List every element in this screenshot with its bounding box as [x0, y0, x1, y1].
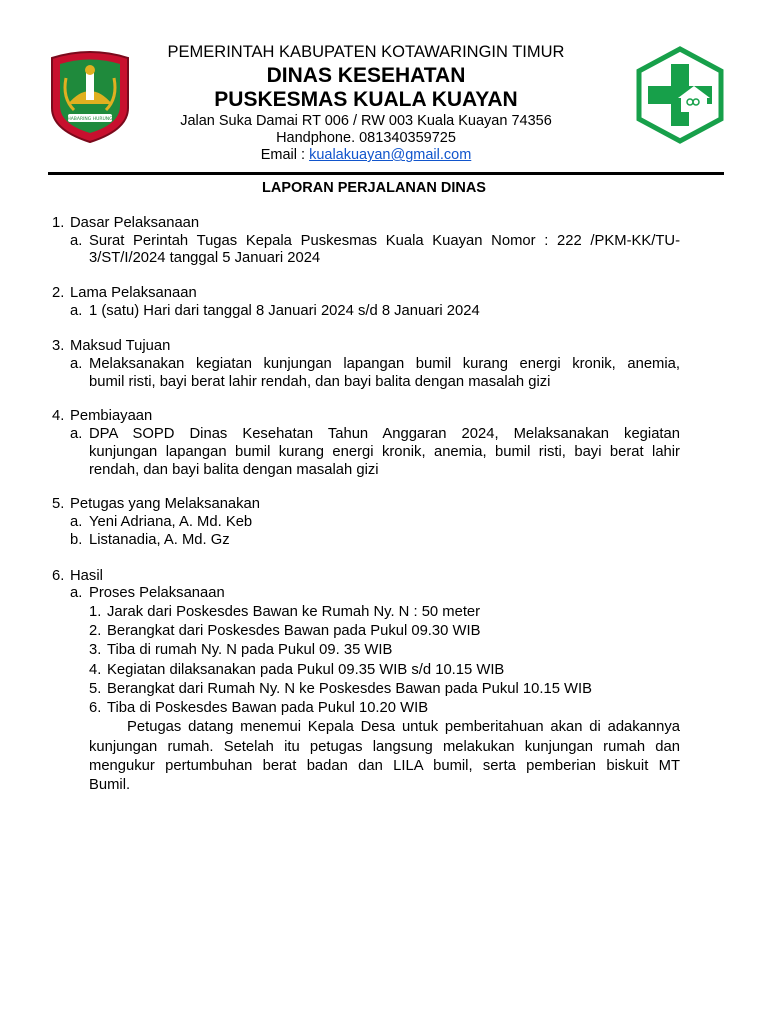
section-1a-line-1: Surat Perintah Tugas Kepala Puskesmas Kuala Kuayan Nomor : 222 /PKM-KK/TU- — [89, 233, 680, 249]
section-6-heading: Hasil — [70, 568, 103, 584]
section-6a-text: Proses Pelaksanaan — [89, 585, 225, 601]
section-1-heading: Dasar Pelaksanaan — [70, 215, 200, 231]
step-2-number: 2. — [89, 623, 102, 639]
step-6-number: 6. — [89, 700, 102, 716]
section-5a-marker: a. — [70, 514, 83, 530]
address: Jalan Suka Damai RT 006 / RW 003 Kuala Kuayan 74356 — [180, 113, 552, 129]
step-3-number: 3. — [89, 642, 102, 658]
section-5-number: 5. — [52, 496, 65, 512]
section-5b-text: Listanadia, A. Md. Gz — [89, 532, 230, 548]
crest-motto-text: HABARING HURUNG — [67, 117, 113, 122]
section-6a-marker: a. — [70, 585, 83, 601]
section-5-heading: Petugas yang Melaksanakan — [70, 496, 261, 512]
section-3-heading: Maksud Tujuan — [70, 338, 171, 354]
section-5b-marker: b. — [70, 532, 83, 548]
section-4a-marker: a. — [70, 426, 83, 442]
step-1-text: Jarak dari Poskesdes Bawan ke Rumah Ny. N : 50 meter — [107, 604, 481, 620]
step-3-text: Tiba di rumah Ny. N pada Pukul 09. 35 WIB — [107, 642, 393, 658]
section-3a-line-1: Melaksanakan kegiatan kunjungan lapangan bumil kurang energi kronik, anemia, — [89, 356, 680, 372]
section-4a-line-1: DPA SOPD Dinas Kesehatan Tahun Anggaran 2024, Melaksanakan kegiatan — [89, 426, 680, 442]
section-1a-line-2: 3/ST/I/2024 tanggal 5 Januari 2024 — [89, 250, 321, 266]
step-5-text: Berangkat dari Rumah Ny. N ke Poskesdes Bawan pada Pukul 10.15 WIB — [107, 681, 592, 697]
puskesmas-logo — [634, 46, 726, 144]
section-1a-marker: a. — [70, 233, 83, 249]
section-4a-line-2: kunjungan lapangan bumil kurang energi kronik, anemia, bumil risti, bayi berat lahir — [89, 444, 680, 460]
section-1-number: 1. — [52, 215, 65, 231]
section-4-heading: Pembiayaan — [70, 408, 153, 424]
section-2a-line-1: 1 (satu) Hari dari tanggal 8 Januari 2024 s/d 8 Januari 2024 — [89, 303, 480, 319]
section-4-number: 4. — [52, 408, 65, 424]
email-link[interactable]: kualakuayan@gmail.com — [309, 147, 472, 163]
header-divider — [48, 172, 724, 175]
section-2-heading: Lama Pelaksanaan — [70, 285, 197, 301]
section-2a-marker: a. — [70, 303, 83, 319]
result-paragraph-line-3: mengukur pertumbuhan berat badan dan LILA bumil, serta pemberian biskuit MT — [89, 758, 680, 774]
step-1-number: 1. — [89, 604, 102, 620]
section-5a-text: Yeni Adriana, A. Md. Keb — [89, 514, 253, 530]
section-2-number: 2. — [52, 285, 65, 301]
document-title: LAPORAN PERJALANAN DINAS — [262, 180, 486, 196]
step-2-text: Berangkat dari Poskesdes Bawan pada Pukul 09.30 WIB — [107, 623, 481, 639]
step-6-text: Tiba di Poskesdes Bawan pada Pukul 10.20 WIB — [107, 700, 429, 716]
email-line — [140, 147, 592, 163]
government-name: PEMERINTAH KABUPATEN KOTAWARINGIN TIMUR — [167, 43, 565, 61]
phone: Handphone. 081340359725 — [276, 130, 456, 146]
result-paragraph-line-2: kunjungan rumah. Setelah itu petugas langsung melakukan kunjungan rumah dan — [89, 739, 680, 755]
step-4-number: 4. — [89, 662, 102, 678]
email-label: Email : — [260, 147, 310, 163]
kotawaringin-timur-crest-logo — [48, 48, 132, 144]
section-3a-line-2: bumil risti, bayi berat lahir rendah, dan bayi balita dengan masalah gizi — [89, 374, 551, 390]
section-3-number: 3. — [52, 338, 65, 354]
agency-name: DINAS KESEHATAN — [266, 64, 466, 87]
section-6-number: 6. — [52, 568, 65, 584]
step-5-number: 5. — [89, 681, 102, 697]
section-3a-marker: a. — [70, 356, 83, 372]
step-4-text: Kegiatan dilaksanakan pada Pukul 09.35 WIB s/d 10.15 WIB — [107, 662, 505, 678]
result-paragraph-line-1: Petugas datang menemui Kepala Desa untuk pemberitahuan akan di adakannya — [127, 719, 680, 735]
institution-name: PUSKESMAS KUALA KUAYAN — [214, 88, 518, 111]
result-paragraph-line-4: Bumil. — [89, 777, 131, 793]
section-4a-line-3: rendah, dan bayi balita dengan masalah gizi — [89, 462, 379, 478]
